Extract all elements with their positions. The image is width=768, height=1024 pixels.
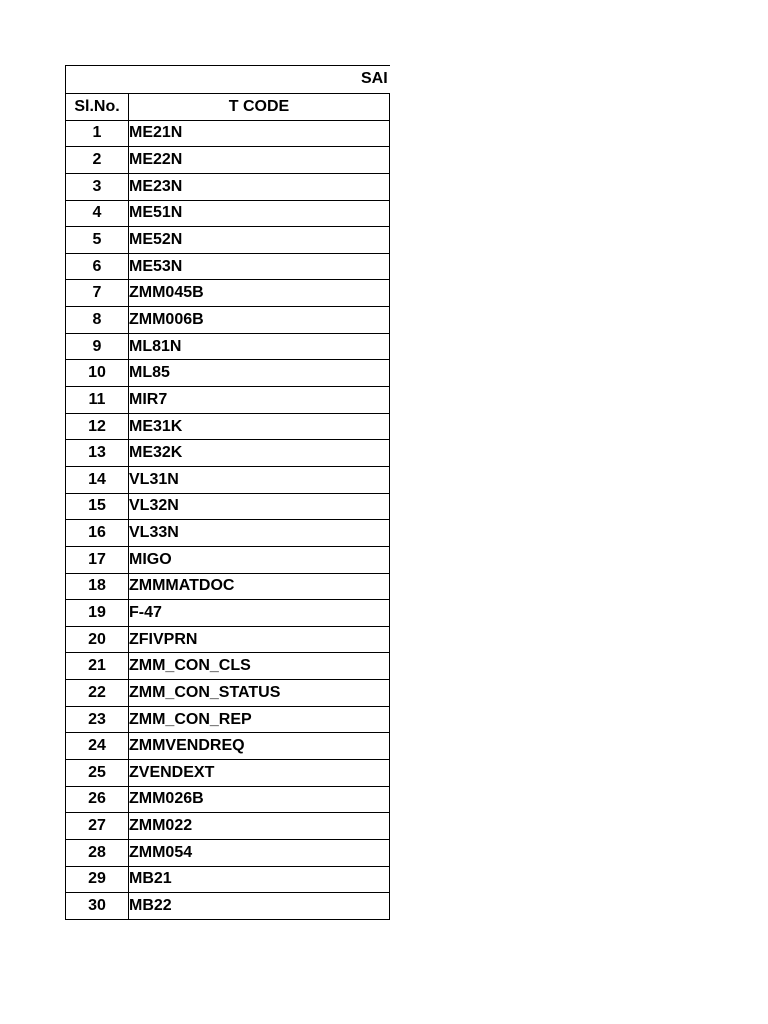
column-header-sl-no: Sl.No. — [66, 94, 129, 121]
table-row — [66, 200, 390, 227]
sl-no-cell: 21 — [66, 653, 129, 680]
sl-no-cell: 7 — [66, 280, 129, 307]
sl-no-cell: 5 — [66, 227, 129, 254]
table-row — [66, 253, 390, 280]
table-row — [66, 360, 390, 387]
sl-no-cell: 15 — [66, 493, 129, 520]
t-code-cell: ZMM_CON_REP — [129, 706, 390, 733]
sl-no-cell: 10 — [66, 360, 129, 387]
table-row — [66, 466, 390, 493]
spreadsheet-page — [65, 65, 389, 920]
sl-no-cell: 25 — [66, 760, 129, 787]
sl-no-cell: 20 — [66, 626, 129, 653]
table-row — [66, 147, 390, 174]
table-row — [66, 626, 390, 653]
t-code-cell: ZMM054 — [129, 839, 390, 866]
sl-no-cell: 1 — [66, 120, 129, 147]
sl-no-cell: 9 — [66, 333, 129, 360]
table-row — [66, 440, 390, 467]
sl-no-cell: 16 — [66, 520, 129, 547]
table-row — [66, 280, 390, 307]
sl-no-cell: 22 — [66, 680, 129, 707]
sl-no-cell: 3 — [66, 173, 129, 200]
table-row — [66, 573, 390, 600]
t-code-cell: ME51N — [129, 200, 390, 227]
t-code-cell: ML81N — [129, 333, 390, 360]
header-row — [66, 94, 390, 121]
t-code-cell: ZMM006B — [129, 307, 390, 334]
sheet-title: SAI — [361, 70, 388, 87]
table-row — [66, 733, 390, 760]
column-header-t-code: T CODE — [129, 94, 390, 121]
t-code-cell: MIR7 — [129, 387, 390, 414]
t-code-cell: ZMM022 — [129, 813, 390, 840]
sl-no-cell: 12 — [66, 413, 129, 440]
sl-no-cell: 26 — [66, 786, 129, 813]
table-row — [66, 680, 390, 707]
sl-no-cell: 30 — [66, 893, 129, 920]
t-code-cell: ME32K — [129, 440, 390, 467]
sl-no-cell: 6 — [66, 253, 129, 280]
title-cell — [66, 66, 390, 94]
sl-no-cell: 11 — [66, 387, 129, 414]
sl-no-cell: 28 — [66, 839, 129, 866]
sl-no-cell: 18 — [66, 573, 129, 600]
table-row — [66, 387, 390, 414]
t-code-cell: ME31K — [129, 413, 390, 440]
sl-no-cell: 29 — [66, 866, 129, 893]
t-code-cell: F-47 — [129, 600, 390, 627]
table-row — [66, 546, 390, 573]
table-row — [66, 227, 390, 254]
sl-no-cell: 13 — [66, 440, 129, 467]
title-row — [66, 66, 390, 94]
t-code-cell: ZMM_CON_STATUS — [129, 680, 390, 707]
t-code-cell: ME23N — [129, 173, 390, 200]
t-code-cell: ME21N — [129, 120, 390, 147]
t-code-cell: ME53N — [129, 253, 390, 280]
sl-no-cell: 4 — [66, 200, 129, 227]
t-code-cell: MB22 — [129, 893, 390, 920]
sl-no-cell: 2 — [66, 147, 129, 174]
t-code-cell: VL31N — [129, 466, 390, 493]
tcode-table — [65, 65, 390, 920]
t-code-cell: MB21 — [129, 866, 390, 893]
sl-no-cell: 17 — [66, 546, 129, 573]
sl-no-cell: 27 — [66, 813, 129, 840]
table-row — [66, 866, 390, 893]
table-row — [66, 813, 390, 840]
sl-no-cell: 24 — [66, 733, 129, 760]
t-code-cell: ZMM_CON_CLS — [129, 653, 390, 680]
t-code-cell: ZVENDEXT — [129, 760, 390, 787]
t-code-cell: ME22N — [129, 147, 390, 174]
table-row — [66, 520, 390, 547]
t-code-cell: ZMMMATDOC — [129, 573, 390, 600]
t-code-cell: ZMM026B — [129, 786, 390, 813]
t-code-cell: VL32N — [129, 493, 390, 520]
t-code-cell: MIGO — [129, 546, 390, 573]
t-code-cell: ZMM045B — [129, 280, 390, 307]
table-row — [66, 307, 390, 334]
t-code-cell: ML85 — [129, 360, 390, 387]
table-row — [66, 760, 390, 787]
t-code-cell: VL33N — [129, 520, 390, 547]
table-row — [66, 120, 390, 147]
sl-no-cell: 23 — [66, 706, 129, 733]
sl-no-cell: 19 — [66, 600, 129, 627]
table-row — [66, 333, 390, 360]
sl-no-cell: 14 — [66, 466, 129, 493]
table-row — [66, 786, 390, 813]
table-row — [66, 493, 390, 520]
table-row — [66, 173, 390, 200]
sl-no-cell: 8 — [66, 307, 129, 334]
t-code-cell: ME52N — [129, 227, 390, 254]
table-row — [66, 706, 390, 733]
table-row — [66, 893, 390, 920]
table-row — [66, 653, 390, 680]
table-row — [66, 413, 390, 440]
t-code-cell: ZMMVENDREQ — [129, 733, 390, 760]
table-row — [66, 839, 390, 866]
t-code-cell: ZFIVPRN — [129, 626, 390, 653]
table-row — [66, 600, 390, 627]
